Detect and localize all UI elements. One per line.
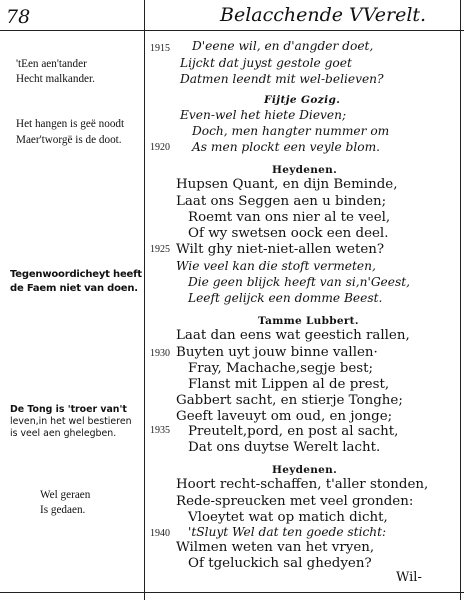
page-number: 78 [6, 6, 31, 28]
speaker-name: Heydenen. [272, 464, 338, 476]
margin-note-line: Hecht malkander. [16, 73, 95, 85]
verse-line: 'tSluyt Wel dat ten goede sticht: [188, 525, 387, 539]
margin-column-rule [144, 0, 145, 600]
verse-line: Of wy swetsen oock een deel. [188, 226, 389, 241]
verse-line: Preutelt,pord, en post al sacht, [188, 424, 399, 439]
speaker-name: Tamme Lubbert. [258, 315, 359, 327]
margin-note [16, 57, 95, 87]
margin-note-line: Het hangen is geë noodt [16, 118, 125, 130]
verse-line: Wie veel kan die stoft vermeten, [176, 259, 376, 273]
margin-note-line: Tegenwoordicheyt heeft [10, 269, 142, 280]
margin-note-line: leven,in het wel bestieren [10, 416, 132, 427]
verse-line: Roemt van ons nier al te veel, [188, 210, 391, 225]
margin-note-line: de Faem niet van doen. [10, 283, 138, 294]
verse-line: Laat ons Seggen aen u binden; [176, 194, 387, 209]
line-number: 1930 [150, 348, 170, 359]
verse-line: Geeft laveuyt om oud, en jonge; [176, 409, 393, 424]
margin-note [10, 268, 142, 296]
margin-note [10, 404, 132, 440]
verse-line: Laat dan eens wat geestich rallen, [176, 328, 410, 343]
margin-note-line: is veel aen ghelegben. [10, 428, 117, 439]
verse-line: Rede-spreucken met veel gronden: [176, 494, 414, 509]
verse-line: As men plockt een veyle blom. [192, 140, 381, 154]
verse-line: Datmen leendt mit wel-believen? [180, 72, 384, 86]
line-number: 1935 [150, 425, 170, 436]
line-number: 1940 [150, 528, 170, 539]
verse-line: Of tgeluckich sal ghedyen? [188, 556, 372, 571]
verse-line: Flanst mit Lippen al de prest, [188, 377, 390, 392]
margin-note [40, 488, 90, 518]
catchword: Wil- [396, 570, 422, 585]
footer-rule [0, 592, 464, 593]
speaker-name: Fijtje Gozig. [264, 94, 341, 106]
margin-note-line: 'tEen aen'tander [16, 58, 87, 70]
verse-line: D'eene wil, en d'angder doet, [192, 39, 374, 53]
verse-line: Gabbert sacht, en stierje Tonghe; [176, 393, 403, 408]
line-number: 1920 [150, 142, 170, 153]
verse-line: Even-wel het hiete Dieven; [180, 108, 347, 122]
verse-line: Fray, Machache,segje best; [188, 361, 374, 376]
verse-line: Dat ons duytse Werelt lacht. [188, 440, 381, 455]
margin-note-line: Maer'tworgë is de doot. [16, 134, 122, 146]
margin-note-line: Wel geraen [40, 489, 91, 501]
verse-line: Hoort recht-schaffen, t'aller stonden, [176, 477, 429, 492]
verse-line: Leeft gelijck een domme Beest. [188, 291, 383, 305]
header-rule [0, 30, 464, 31]
speaker-name: Heydenen. [272, 164, 338, 176]
page-edge-rule [460, 0, 461, 600]
verse-line: Lijckt dat juyst gestole goet [180, 56, 352, 70]
verse-line: Hupsen Quant, en dijn Beminde, [176, 177, 398, 192]
verse-line: Die geen blijck heeft van si,n'Geest, [188, 275, 411, 289]
line-number: 1915 [150, 43, 170, 54]
verse-line: Wilt ghy niet-niet-allen weten? [176, 242, 385, 257]
verse-line: Doch, men hangter nummer om [192, 124, 390, 138]
margin-note-line: De Tong is 'troer van't [10, 404, 127, 415]
verse-line: Wilmen weten van het vryen, [176, 540, 375, 555]
running-head: Belacchende VVerelt. [220, 4, 427, 26]
line-number: 1925 [150, 244, 170, 255]
verse-line: Vloeytet wat op matich dicht, [188, 510, 388, 525]
margin-note [16, 116, 124, 148]
margin-note-line: Is gedaen. [40, 504, 86, 516]
verse-line: Buyten uyt jouw binne vallen· [176, 345, 378, 360]
